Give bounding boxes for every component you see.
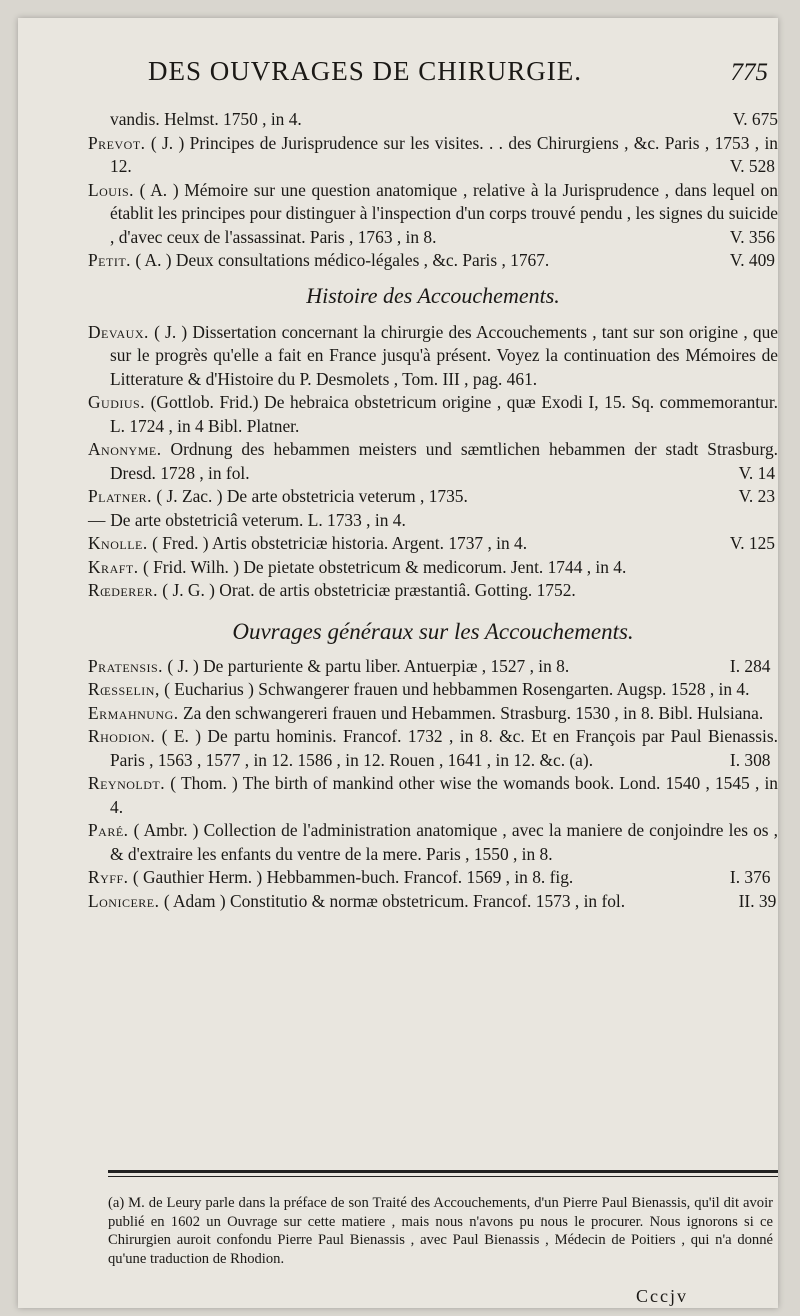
footnote-rule: [108, 1170, 778, 1173]
entry-text: ( J. G. ) Orat. de artis obstetriciæ præstantiâ. Gotting. 1752.: [157, 580, 576, 600]
entry-author: Kraft.: [88, 556, 139, 577]
entry-volume-ref: V. 23: [738, 486, 776, 506]
entry-text: ( Eucharius ) Schwangerer frauen und hebbammen Rosengarten. Augsp. 1528 , in 4.: [159, 679, 750, 699]
entry-text: ( J. ) De parturiente & partu liber. Antuerpiæ , 1527 , in 8.: [163, 655, 570, 676]
bibliography: [88, 108, 778, 913]
entry-text: ( A. ) Mémoire sur une question anatomique , relative à la Jurisprudence , dans lequel on établit les principes pour distinguer à l'inspection d'un corps trouvé pendu , les signes du suicide , d'avec ceux de l'assassinat. Paris , 1763 , in 8.: [110, 179, 778, 247]
entry-text: ( Fred. ) Artis obstetriciæ historia. Argent. 1737 , in 4.: [147, 533, 528, 553]
entry-volume-ref: V. 125: [729, 533, 776, 553]
bibliography-entry: [88, 866, 778, 890]
entry-author: Louis.: [88, 179, 134, 200]
entries-top: [88, 108, 778, 273]
entry-author: Reynoldt.: [88, 773, 166, 793]
page-number: 775: [730, 59, 768, 86]
entry-text: ( Ambr. ) Collection de l'administration anatomique , avec la maniere de conjoindre les os , & d'extraire les enfants du ventre de la mere. Paris , 1550 , in 8.: [110, 820, 778, 864]
entry-text: ( E. ) De partu hominis. Francof. 1732 , in 8. &c. Et en François par Paul Bienassis. Paris , 1563 , 1577 , in 12. 1586 , in 12. Rouen , 1641 , in 12. &c. (a).: [110, 726, 778, 770]
printer-signature: Cccjv: [636, 1286, 688, 1306]
entry-author: Pratensis.: [88, 655, 164, 676]
running-title: DES OUVRAGES DE CHIRURGIE.: [148, 56, 583, 86]
bibliography-entry: [88, 438, 778, 485]
book-page: [18, 18, 778, 1308]
entry-text: De arte obstetriciâ veterum. L. 1733 , in 4.: [105, 509, 406, 530]
entry-volume-ref: I. 284: [729, 655, 771, 676]
entry-text: Za den schwangereri frauen und Hebammen. Strasburg. 1530 , in 8. Bibl. Hulsiana.: [178, 702, 764, 723]
entry-author: Anonyme.: [88, 439, 162, 459]
entry-text: ( J. Zac. ) De arte obstetricia veterum , 1735.: [152, 486, 468, 506]
entry-author: Rhodion.: [88, 726, 156, 746]
entry-volume-ref: I. 308: [729, 749, 771, 770]
entry-author: Paré.: [88, 820, 129, 840]
entries-bottom: [88, 655, 778, 914]
entry-author: Platner.: [88, 486, 153, 506]
entry-author: Rœsselin,: [88, 679, 160, 699]
entry-text: ( J. ) Principes de Jurisprudence sur les visites. . . des Chirurgiens , &c. Paris , 1753 , in 12.: [110, 132, 778, 176]
entry-author: Lonicere.: [88, 890, 160, 911]
entry-text: (Gottlob. Frid.) De hebraica obstetricum origine , quæ Exodi I, 15. Sq. commemorantur. L. 1724 , in 4 Bibl. Platner.: [110, 392, 778, 436]
bibliography-entry: [88, 579, 778, 603]
entry-author: —: [88, 509, 106, 530]
entry-text: ( A. ) Deux consultations médico-légales , &c. Paris , 1767.: [131, 250, 550, 270]
entry-author: Petit.: [88, 250, 132, 270]
entry-volume-ref: I. 376: [729, 867, 771, 887]
entries-mid: [88, 321, 778, 603]
bibliography-entry: [88, 655, 778, 679]
entry-text: Ordnung des hebammen meisters und sæmtlichen hebammen der stadt Strasburg. Dresd. 1728 , in fol.: [110, 439, 778, 483]
entry-volume-ref: V. 528: [729, 156, 776, 176]
entry-text: ( J. ) Dissertation concernant la chirurgie des Accouchements , tant sur son origine , que sur le progrès qu'elle a fait en France jusqu'à présent. Voyez la continuation des Mémoires de Litterature & d'Histoire du P. Desmolets , Tom. III , pag. 461.: [110, 321, 778, 389]
bibliography-entry: [88, 485, 778, 509]
footnote-rule-thin: [108, 1176, 778, 1177]
bibliography-entry: [88, 819, 778, 866]
section-title-ouvrages-generaux: Ouvrages généraux sur les Accouchements.: [232, 618, 634, 644]
bibliography-entry: [88, 108, 778, 132]
bibliography-entry: [88, 391, 778, 438]
bibliography-entry: [88, 532, 778, 556]
bibliography-entry: [88, 725, 778, 772]
bibliography-entry: [88, 509, 778, 533]
bibliography-entry: [88, 702, 778, 726]
entry-author: Ryff.: [88, 867, 129, 887]
bibliography-entry: [88, 678, 778, 702]
running-head: [148, 56, 768, 87]
entry-volume-ref: V. 356: [729, 226, 776, 247]
section-title-histoire: Histoire des Accouchements.: [306, 282, 560, 308]
entry-text: ( Frid. Wilh. ) De pietate obstetricum & medicorum. Jent. 1744 , in 4.: [138, 556, 627, 577]
bibliography-entry: [88, 321, 778, 392]
entry-text: vandis. Helmst. 1750 , in 4.: [110, 109, 302, 129]
entry-volume-ref: II. 39: [738, 890, 777, 911]
bibliography-entry: [88, 179, 778, 250]
bibliography-entry: [88, 772, 778, 819]
bibliography-entry: [88, 249, 778, 273]
entry-volume-ref: V. 675: [732, 109, 778, 129]
entry-volume-ref: V. 14: [738, 462, 776, 483]
entry-author: Ermahnung.: [88, 702, 179, 723]
entry-author: Gudius.: [88, 392, 146, 412]
entry-author: Knolle.: [88, 533, 148, 553]
bibliography-entry: [88, 556, 778, 580]
entry-text: ( Adam ) Constitutio & normæ obstetricum. Francof. 1573 , in fol.: [159, 890, 626, 911]
entry-author: Rœderer.: [88, 580, 158, 600]
bibliography-entry: [88, 890, 778, 914]
entry-volume-ref: V. 409: [729, 250, 776, 270]
entry-text: ( Gauthier Herm. ) Hebbammen-buch. Francof. 1569 , in 8. fig.: [128, 867, 574, 887]
bibliography-entry: [88, 132, 778, 179]
footnote: (a) M. de Leury parle dans la préface de son Traité des Accouchements, d'un Pierre Paul Bienassis, qu'il dit avoir publié en 1602 un Ouvrage sur cette matiere , mais nous n'avons pu nous le procurer. Nous ignorons si ce Chirurgien auroit confondu Pierre Paul Bienassis , avec Paul Bienassis , Médecin de Poitiers , qui n'a donné qu'une traduction de Rhodion.: [108, 1195, 773, 1267]
entry-author: Prevot.: [88, 132, 146, 153]
entry-author: Devaux.: [88, 321, 149, 342]
entry-text: ( Thom. ) The birth of mankind other wise the womands book. Lond. 1540 , 1545 , in 4.: [110, 773, 778, 817]
